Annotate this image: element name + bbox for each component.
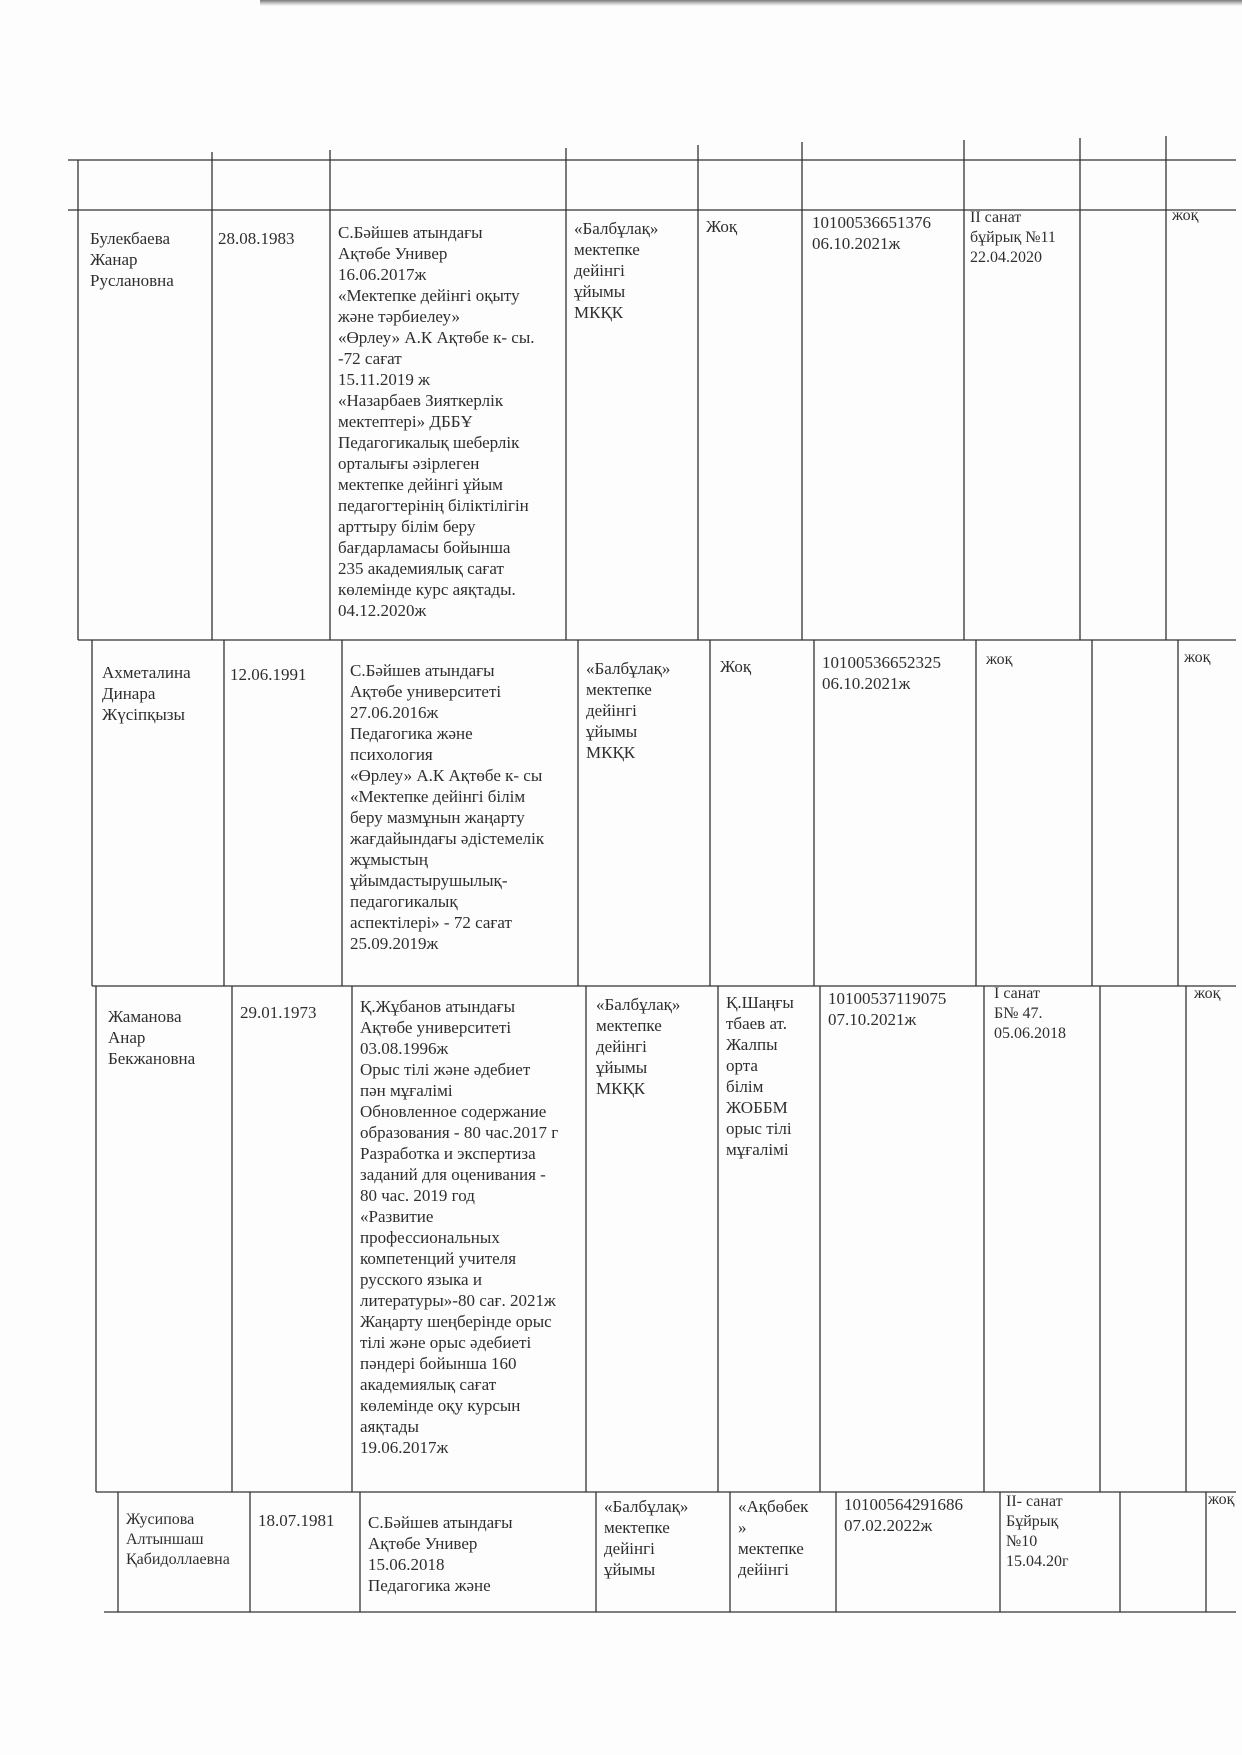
qualification-category: II санат бұйрық №11 22.04.2020 (970, 209, 1056, 266)
education-details: С.Бәйшев атындағы Ақтөбе Универ 16.06.2017ж «Мектепке дейінгі оқыту және тәрбиелеу» «Өрлеу» А.К Ақтөбе к- сы. -72 сағат 15.11.2019 ж «Назарбаев Зияткерлік мектептері» ДББҰ Педагогикалық шеберлік орталығы әзірлеген мектепке дейінгі ұйым педагогтерінің біліктілігін арттыру білім беру бағдарламасы бойынша 235 академиялық сағат көлемінде курс аяқтады. 04.12.2020ж (338, 223, 535, 620)
teacher-name: Ахметалина Динара Жүсіпқызы (102, 663, 191, 724)
qualification-category: I санат Б№ 47. 05.06.2018 (994, 985, 1066, 1042)
birth-date: 28.08.1983 (218, 229, 295, 248)
previous-work: «Ақбөбек » мектепке дейінгі (738, 1497, 809, 1579)
awards: жоқ (1208, 1491, 1235, 1508)
teacher-name: Жаманова Анар Бекжановна (108, 1007, 196, 1068)
awards: жоқ (1172, 207, 1199, 224)
education-details: С.Бәйшев атындағы Ақтөбе Универ 15.06.2018 Педагогика және (368, 1513, 513, 1595)
order-number: 10100564291686 07.02.2022ж (844, 1495, 963, 1535)
qualification-category: жоқ (986, 651, 1013, 668)
order-number: 10100537119075 07.10.2021ж (828, 989, 947, 1029)
workplace: «Балбұлақ» мектепке дейінгі ұйымы МКҚК (586, 659, 671, 762)
birth-date: 29.01.1973 (240, 1003, 317, 1022)
education-details: Қ.Жұбанов атындағы Ақтөбе университеті 03.08.1996ж Орыс тілі және әдебиет пән мұғалімі Обновленное содержание образования - 80 час.2017 г Разработка и экспертиза заданий для оценивания - 80 час. 2019 год «Развитие профессиональных компетенций учителя русского языка и литературы»-80 сағ. 2021ж Жаңарту шеңберінде орыс тілі және орыс әдебиеті пәндері бойынша 160 академиялық сағат көлемінде оқу курсын аяқтады 19.06.2017ж (360, 997, 559, 1457)
awards: жоқ (1194, 985, 1221, 1002)
birth-date: 18.07.1981 (258, 1511, 335, 1530)
workplace: «Балбұлақ» мектепке дейінгі ұйымы (604, 1497, 689, 1579)
previous-work: Жоқ (720, 657, 752, 676)
qualification-category: II- санат Бұйрық №10 15.04.20г (1006, 1493, 1069, 1570)
education-details: С.Бәйшев атындағы Ақтөбе университеті 27.06.2016ж Педагогика және психология «Өрлеу» А.К Ақтөбе к- сы «Мектепке дейінгі білім беру мазмұнын жаңарту жағдайындағы әдістемелік жұмыстың ұйымдастырушылық- педагогикалық аспектілері» - 72 сағат 25.09.2019ж (350, 661, 545, 953)
workplace: «Балбұлақ» мектепке дейінгі ұйымы МКҚК (596, 995, 681, 1098)
birth-date: 12.06.1991 (230, 665, 307, 684)
previous-work: Қ.Шаңғы тбаев ат. Жалпы орта білім ЖОББМ орыс тілі мұғалімі (726, 993, 794, 1159)
previous-work: Жоқ (706, 217, 738, 236)
order-number: 10100536652325 06.10.2021ж (822, 653, 941, 693)
teacher-name: Жусипова Алтыншаш Қабидоллаевна (126, 1511, 230, 1568)
workplace: «Балбұлақ» мектепке дейінгі ұйымы МКҚК (574, 219, 659, 322)
teacher-name: Булекбаева Жанар Руслановна (90, 229, 174, 290)
order-number: 10100536651376 06.10.2021ж (812, 213, 931, 253)
awards: жоқ (1184, 649, 1211, 666)
